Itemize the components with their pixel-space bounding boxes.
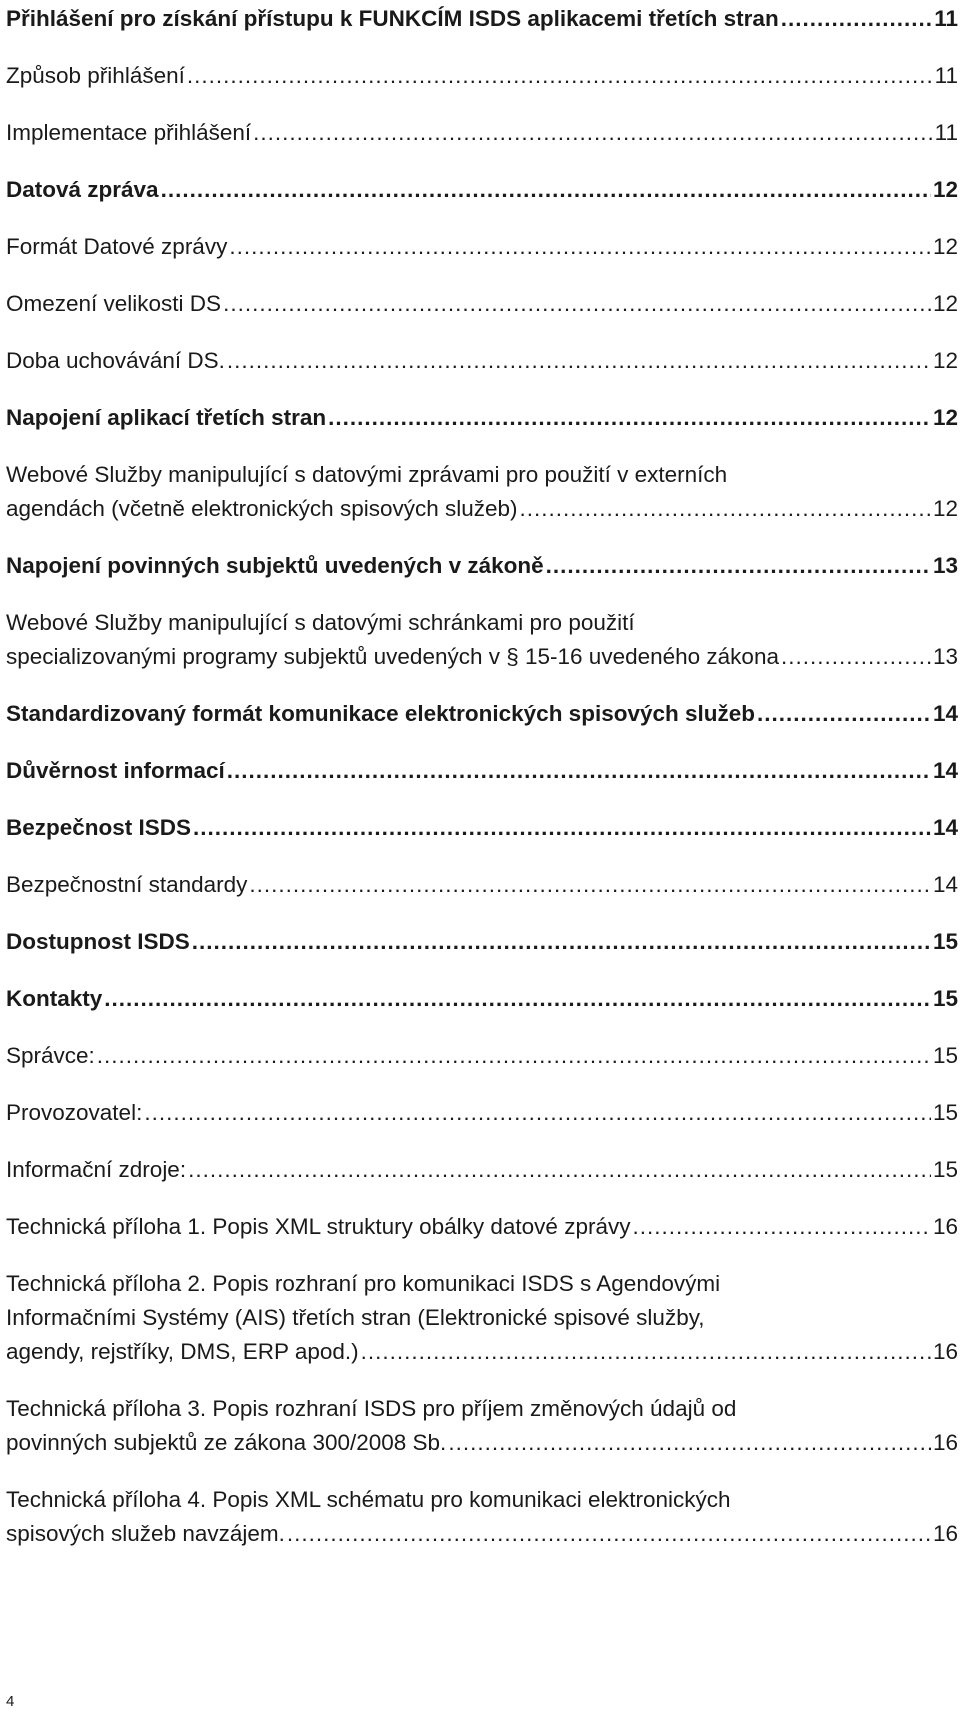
toc-entry[interactable] (6, 1096, 958, 1130)
toc-entry-last-line (6, 754, 958, 788)
toc-entry-title: agendách (včetně elektronických spisových služeb) (6, 496, 518, 521)
toc-dot-leader (448, 1426, 931, 1460)
toc-entry[interactable] (6, 754, 958, 788)
toc-entry[interactable] (6, 811, 958, 845)
toc-page-number: 12 (932, 234, 958, 259)
toc-entry-title: specializovanými programy subjektů uvedených v § 15-16 uvedeného zákona (6, 644, 779, 669)
toc-dot-leader (223, 287, 931, 321)
toc-entry-title: Technická příloha 1. Popis XML struktury obálky datové zprávy (6, 1214, 631, 1239)
toc-page-number: 12 (932, 177, 958, 202)
toc-entry-title: Bezpečnost ISDS (6, 815, 192, 840)
toc-page-number: 12 (932, 291, 958, 316)
toc-entry-last-line (6, 230, 958, 264)
toc-page-number: 12 (932, 348, 958, 373)
toc-entry-last-line (6, 1335, 958, 1369)
toc-entry-title: Omezení velikosti DS (6, 291, 222, 316)
toc-dot-leader (361, 1335, 931, 1369)
toc-entry-last-line (6, 1517, 958, 1551)
toc-page-number: 16 (932, 1339, 958, 1364)
toc-entry[interactable] (6, 1267, 958, 1369)
toc-entry-last-line (6, 401, 958, 435)
toc-entry-last-line (6, 982, 958, 1016)
toc-page-number: 14 (932, 758, 958, 783)
toc-dot-leader (229, 230, 931, 264)
toc-entry-title: Bezpečnostní standardy (6, 872, 248, 897)
toc-entry[interactable] (6, 116, 958, 150)
toc-entry-title: Implementace přihlášení (6, 120, 252, 145)
toc-page-number: 12 (932, 405, 958, 430)
toc-dot-leader (328, 401, 931, 435)
toc-entry-last-line (6, 1039, 958, 1073)
toc-entry[interactable] (6, 230, 958, 264)
toc-entry-title: Kontakty (6, 986, 103, 1011)
toc-page-number: 15 (932, 986, 958, 1011)
toc-entry-title: spisových služeb navzájem. (6, 1521, 285, 1546)
toc-page-number: 15 (932, 1157, 958, 1182)
toc-entry[interactable] (6, 2, 958, 36)
toc-entry-last-line (6, 697, 958, 731)
toc-entry-title: agendy, rejstříky, DMS, ERP apod.) (6, 1339, 359, 1364)
toc-page-number: 11 (934, 63, 958, 88)
toc-dot-leader (253, 116, 933, 150)
toc-entry[interactable] (6, 549, 958, 583)
toc-entry[interactable] (6, 868, 958, 902)
toc-page-number: 16 (932, 1430, 958, 1455)
toc-entry-line: Webové Služby manipulující s datovými schránkami pro použití (6, 610, 635, 635)
toc-page-number: 13 (932, 644, 958, 669)
toc-dot-leader (188, 1153, 931, 1187)
toc-entry-title: Dostupnost ISDS (6, 929, 190, 954)
toc-dot-leader (249, 868, 931, 902)
toc-page-number: 15 (932, 1043, 958, 1068)
table-of-contents (6, 2, 958, 1574)
toc-page-number: 16 (932, 1214, 958, 1239)
toc-entry[interactable] (6, 287, 958, 321)
toc-entry-last-line (6, 868, 958, 902)
toc-page-number: 14 (932, 872, 958, 897)
toc-entry-title: Způsob přihlášení (6, 63, 185, 88)
toc-entry-last-line (6, 344, 958, 378)
toc-entry[interactable] (6, 925, 958, 959)
toc-dot-leader (187, 59, 933, 93)
toc-entry-last-line (6, 1426, 958, 1460)
toc-dot-leader (144, 1096, 931, 1130)
toc-entry-line: Technická příloha 2. Popis rozhraní pro komunikaci ISDS s Agendovými (6, 1271, 721, 1296)
toc-dot-leader (781, 640, 931, 674)
toc-entry-last-line (6, 2, 958, 36)
toc-dot-leader (546, 549, 931, 583)
toc-entry[interactable] (6, 982, 958, 1016)
toc-entry[interactable] (6, 1483, 958, 1551)
toc-entry-last-line (6, 549, 958, 583)
toc-entry-title: Napojení aplikací třetích stran (6, 405, 327, 430)
toc-dot-leader (632, 1210, 931, 1244)
toc-entry-line: Webové Služby manipulující s datovými zprávami pro použití v externích (6, 462, 728, 487)
toc-dot-leader (104, 982, 931, 1016)
toc-dot-leader (757, 697, 931, 731)
toc-dot-leader (161, 173, 931, 207)
toc-page-number: 15 (932, 929, 958, 954)
toc-entry-line: Informačními Systémy (AIS) třetích stran (Elektronické spisové služby, (6, 1305, 705, 1330)
toc-dot-leader (193, 811, 931, 845)
toc-entry[interactable] (6, 1153, 958, 1187)
toc-entry-line: Technická příloha 4. Popis XML schématu pro komunikaci elektronických (6, 1487, 731, 1512)
toc-page-number: 11 (934, 6, 958, 31)
toc-entry-title: povinných subjektů ze zákona 300/2008 Sb. (6, 1430, 447, 1455)
toc-dot-leader (781, 2, 933, 36)
toc-page-number: 12 (932, 496, 958, 521)
toc-page-number: 16 (932, 1521, 958, 1546)
page-number: 4 (6, 1693, 15, 1710)
toc-dot-leader (227, 344, 931, 378)
toc-entry-last-line (6, 1153, 958, 1187)
toc-dot-leader (227, 754, 931, 788)
toc-entry-title: Doba uchovávání DS. (6, 348, 225, 373)
toc-entry-title: Provozovatel: (6, 1100, 143, 1125)
toc-entry-title: Informační zdroje: (6, 1157, 187, 1182)
toc-page-number: 15 (932, 1100, 958, 1125)
toc-page-number: 14 (932, 815, 958, 840)
toc-entry[interactable] (6, 173, 958, 207)
toc-dot-leader (97, 1039, 931, 1073)
toc-entry-last-line (6, 1096, 958, 1130)
toc-entry-last-line (6, 116, 958, 150)
toc-entry-last-line (6, 173, 958, 207)
toc-entry-last-line (6, 1210, 958, 1244)
toc-entry[interactable] (6, 1210, 958, 1244)
toc-page-number: 11 (934, 120, 958, 145)
toc-entry-last-line (6, 925, 958, 959)
toc-dot-leader (520, 492, 931, 526)
toc-entry[interactable] (6, 697, 958, 731)
toc-entry-title: Důvěrnost informací (6, 758, 225, 783)
toc-entry[interactable] (6, 458, 958, 526)
toc-entry[interactable] (6, 401, 958, 435)
toc-entry-last-line (6, 492, 958, 526)
toc-page-number: 13 (932, 553, 958, 578)
toc-entry[interactable] (6, 1039, 958, 1073)
toc-entry[interactable] (6, 606, 958, 674)
toc-entry-line: Technická příloha 3. Popis rozhraní ISDS pro příjem změnových údajů od (6, 1396, 737, 1421)
toc-dot-leader (192, 925, 931, 959)
toc-entry-title: Datová zpráva (6, 177, 159, 202)
toc-entry-title: Přihlášení pro získání přístupu k FUNKCÍM ISDS aplikacemi třetích stran (6, 6, 779, 31)
toc-dot-leader (287, 1517, 931, 1551)
toc-entry-title: Formát Datové zprávy (6, 234, 228, 259)
toc-entry-last-line (6, 640, 958, 674)
toc-entry[interactable] (6, 59, 958, 93)
toc-entry-title: Standardizovaný formát komunikace elektronických spisových služeb (6, 701, 756, 726)
toc-entry-last-line (6, 811, 958, 845)
toc-entry-last-line (6, 287, 958, 321)
toc-entry[interactable] (6, 344, 958, 378)
toc-entry-last-line (6, 59, 958, 93)
toc-entry-title: Napojení povinných subjektů uvedených v zákoně (6, 553, 544, 578)
toc-entry-title: Správce: (6, 1043, 95, 1068)
toc-page-number: 14 (932, 701, 958, 726)
toc-entry[interactable] (6, 1392, 958, 1460)
